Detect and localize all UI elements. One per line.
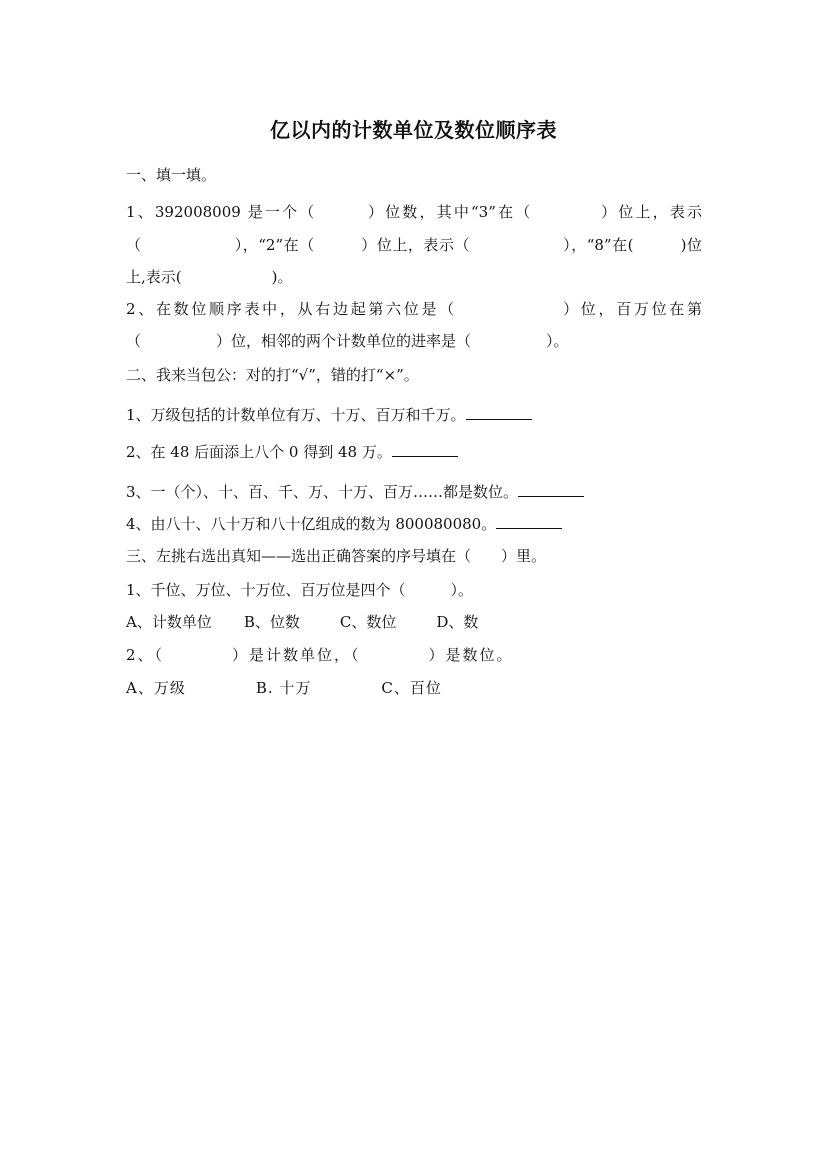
option-c: C、百位 xyxy=(381,679,442,697)
section2-item xyxy=(126,513,562,535)
option-a: A、计数单位 xyxy=(126,613,212,631)
section2-item-text: 1、万级包括的计数单位有万、十万、百万和千万。 xyxy=(126,406,466,424)
option-c: C、数位 xyxy=(339,613,397,631)
section1-q1-line1: 1、392008009 是一个（ ）位数，其中“3”在（ ）位上，表示 xyxy=(126,203,702,221)
section2-item xyxy=(126,481,584,503)
section2-item-text: 2、在 48 后面添上八个 0 得到 48 万。 xyxy=(126,443,392,461)
section3-heading: 三、左挑右选出真知——选出正确答案的序号填在（ ）里。 xyxy=(126,547,547,565)
section2-heading: 二、我来当包公：对的打“√”，错的打“×”。 xyxy=(126,366,419,384)
page-title: 亿以内的计数单位及数位顺序表 xyxy=(270,118,557,142)
section1-q1-line3: 上,表示( )。 xyxy=(126,268,293,286)
answer-blank xyxy=(518,482,584,497)
answer-blank xyxy=(392,442,458,457)
section1-q1-line2: （ ），“2”在（ ）位上，表示（ ），“8”在( )位 xyxy=(126,236,702,254)
section2-item-text: 3、一（个）、十、百、千、万、十万、百万……都是数位。 xyxy=(126,483,519,501)
option-a: A、万级 xyxy=(126,679,186,697)
section2-item xyxy=(126,404,532,426)
section3-q1-text: 1、千位、万位、十万位、百万位是四个（ ）。 xyxy=(126,581,474,599)
section3-q1-options xyxy=(126,611,478,633)
section2-item-text: 4、由八十、八十万和八十亿组成的数为 800080080。 xyxy=(126,515,497,533)
section1-q2-line1: 2、在数位顺序表中，从右边起第六位是（ ）位，百万位在第 xyxy=(126,300,702,318)
section3-q2-text: 2、（ ）是计数单位，（ ）是数位。 xyxy=(126,646,514,664)
section1-heading: 一、填一填。 xyxy=(126,166,217,184)
option-b: B. 十万 xyxy=(255,679,312,697)
answer-blank xyxy=(496,514,562,529)
option-d: D、数 xyxy=(436,613,479,631)
answer-blank xyxy=(466,405,532,420)
section3-q2-options xyxy=(126,677,442,699)
option-b: B、位数 xyxy=(243,613,300,631)
section1-q2-line2: （ ）位，相邻的两个计数单位的进率是（ ）。 xyxy=(126,332,569,350)
section2-item xyxy=(126,441,458,463)
